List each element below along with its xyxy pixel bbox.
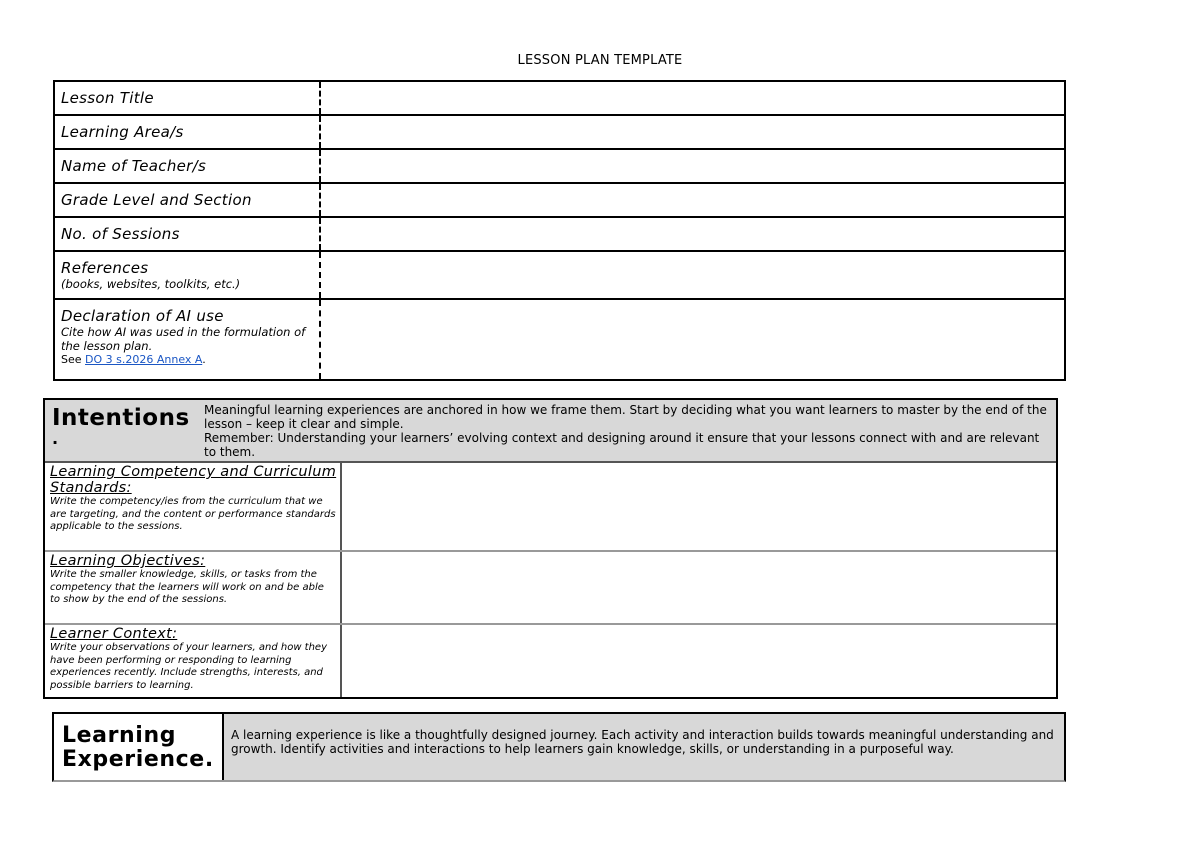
references-row bbox=[55, 252, 1064, 300]
learning-experience-header bbox=[52, 712, 1066, 782]
ai-declaration-field[interactable] bbox=[321, 300, 1064, 379]
learning-experience-description: A learning experience is like a thoughtfully designed journey. Each activity and interaction builds towards meaningful understanding and growth. Identify activities and interactions to help learners gain knowledge, skills, or understanding in a purposeful way. bbox=[231, 728, 1054, 756]
teacher-name-label: Name of Teacher/s bbox=[61, 157, 207, 175]
objectives-row bbox=[45, 552, 1056, 625]
ai-declaration-row bbox=[55, 300, 1064, 379]
sessions-field[interactable] bbox=[321, 218, 1064, 250]
ai-declaration-label: Declaration of AI use bbox=[61, 307, 224, 325]
learning-area-row bbox=[55, 116, 1064, 150]
competency-field[interactable] bbox=[342, 463, 1056, 550]
teacher-name-row bbox=[55, 150, 1064, 184]
page-title: LESSON PLAN TEMPLATE bbox=[517, 53, 683, 68]
sessions-label: No. of Sessions bbox=[61, 225, 180, 243]
grade-level-row bbox=[55, 184, 1064, 218]
ai-declaration-see: See DO 3 s.2026 Annex A. bbox=[61, 353, 206, 366]
learning-area-field[interactable] bbox=[321, 116, 1064, 148]
lesson-title-row bbox=[55, 82, 1064, 116]
teacher-name-field[interactable] bbox=[321, 150, 1064, 182]
objectives-field[interactable] bbox=[342, 552, 1056, 623]
intentions-description: Meaningful learning experiences are anchored in how we frame them. Start by deciding what you want learners to master by the end of the lesson – keep it clear and simple. Remember: Understanding your learners’ evolving context and designing around it ensure that your lessons connect with and are relevant to them. bbox=[204, 403, 1047, 459]
sessions-row bbox=[55, 218, 1064, 252]
intentions-header bbox=[45, 400, 1056, 463]
learning-area-label: Learning Area/s bbox=[61, 123, 184, 141]
lesson-title-field[interactable] bbox=[321, 82, 1064, 114]
references-hint: (books, websites, toolkits, etc.) bbox=[61, 277, 241, 291]
references-field[interactable] bbox=[321, 252, 1064, 298]
grade-level-field[interactable] bbox=[321, 184, 1064, 216]
objectives-hint: Write the smaller knowledge, skills, or tasks from the competency that the learners will work on and be able to show by the end of the sessions. bbox=[50, 569, 324, 605]
learner-context-row bbox=[45, 625, 1056, 697]
ai-declaration-hint: Cite how AI was used in the formulation of the lesson plan. bbox=[61, 325, 306, 353]
lesson-info-table bbox=[53, 80, 1066, 381]
learner-context-hint: Write your observations of your learners, and how they have been performing or responding to learning experiences recently. Include strengths, interests, and possible barriers to learning. bbox=[50, 642, 328, 691]
learning-experience-title: Learning Experience. bbox=[54, 714, 224, 780]
learner-context-label: Learner Context: bbox=[50, 626, 178, 642]
learner-context-field[interactable] bbox=[342, 625, 1056, 697]
lesson-title-label: Lesson Title bbox=[61, 89, 154, 107]
intentions-title: Intentions . bbox=[52, 405, 190, 448]
competency-label: Learning Competency and Curriculum Standards: bbox=[50, 464, 337, 496]
annex-link[interactable]: DO 3 s.2026 Annex A bbox=[85, 353, 203, 366]
grade-level-label: Grade Level and Section bbox=[61, 191, 252, 209]
intentions-table bbox=[43, 398, 1058, 699]
references-label: References bbox=[61, 259, 149, 277]
objectives-label: Learning Objectives: bbox=[50, 553, 206, 569]
competency-hint: Write the competency/ies from the curriculum that we are targeting, and the content or performance standards applicable to the sessions. bbox=[50, 496, 336, 532]
competency-row bbox=[45, 463, 1056, 552]
